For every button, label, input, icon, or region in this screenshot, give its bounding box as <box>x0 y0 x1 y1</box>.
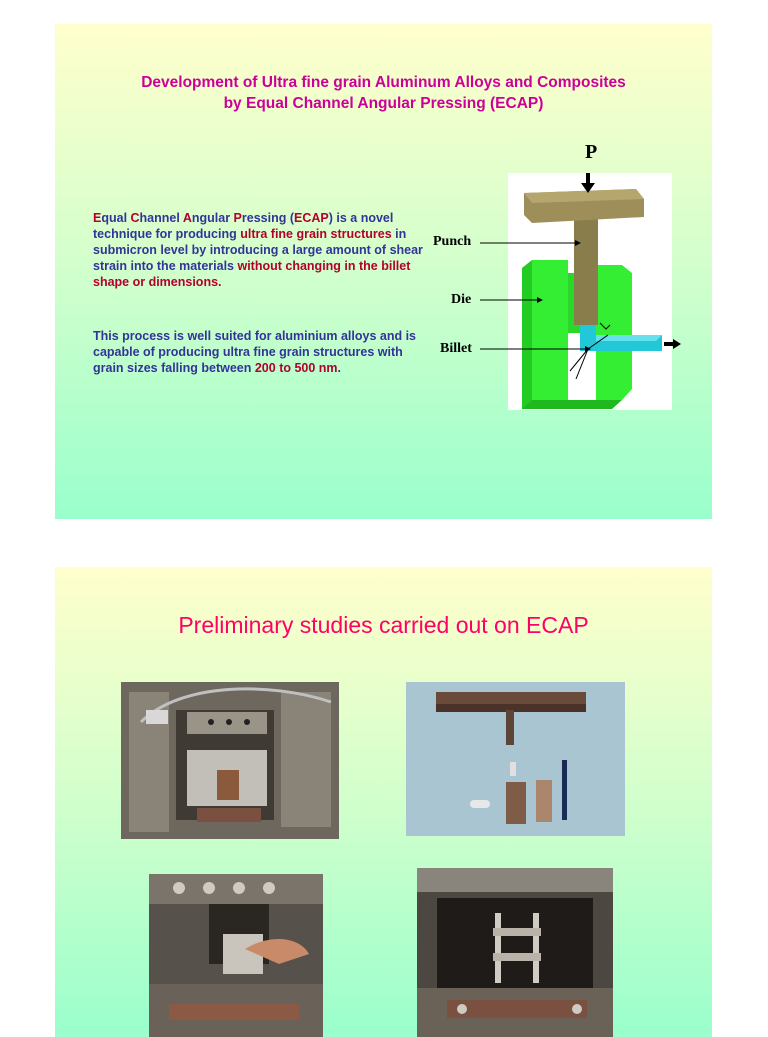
punch-label: Punch <box>433 234 472 249</box>
die-parts-photo <box>406 682 625 836</box>
hand-loading-photo <box>149 874 323 1037</box>
process-suitability-paragraph: This process is well suited for aluminium alloys and is capable of producing ultra fine grain structures with grain sizes falling between 200 to 500 nm. <box>93 329 417 375</box>
billet-label: Billet <box>440 341 472 356</box>
press-setup-icon <box>121 682 339 839</box>
die-in-press-icon <box>417 868 613 1037</box>
die-in-press-photo <box>417 868 613 1037</box>
die-right-block <box>596 265 632 400</box>
die-label: Die <box>451 292 472 307</box>
ecap-diagram <box>508 173 672 410</box>
die-parts-icon <box>406 682 625 836</box>
press-setup-photo <box>121 682 339 839</box>
slide-title: Development of Ultra fine grain Aluminum Alloys and Composites by Equal Channel Angular Pressing (ECAP) <box>141 74 626 112</box>
slide-ecap-development <box>55 24 712 519</box>
load-label: P <box>585 141 598 163</box>
ecap-schematic-icon <box>508 173 672 410</box>
slide-preliminary-studies <box>55 567 712 1037</box>
die-bottom-face <box>522 400 622 409</box>
punch-stem <box>574 217 598 325</box>
ecap-description-paragraph: Equal Channel Angular Pressing (ECAP) is a novel technique for producing ultra fine grain structures in submicron level by introducing a large amount of shear strain into the materials without changing in the billet shape or dimensions. <box>93 211 423 289</box>
exit-arrow-head <box>673 339 681 349</box>
die-left-block <box>532 260 568 400</box>
hand-loading-icon <box>149 874 323 1037</box>
slide-title: Preliminary studies carried out on ECAP <box>178 612 589 638</box>
